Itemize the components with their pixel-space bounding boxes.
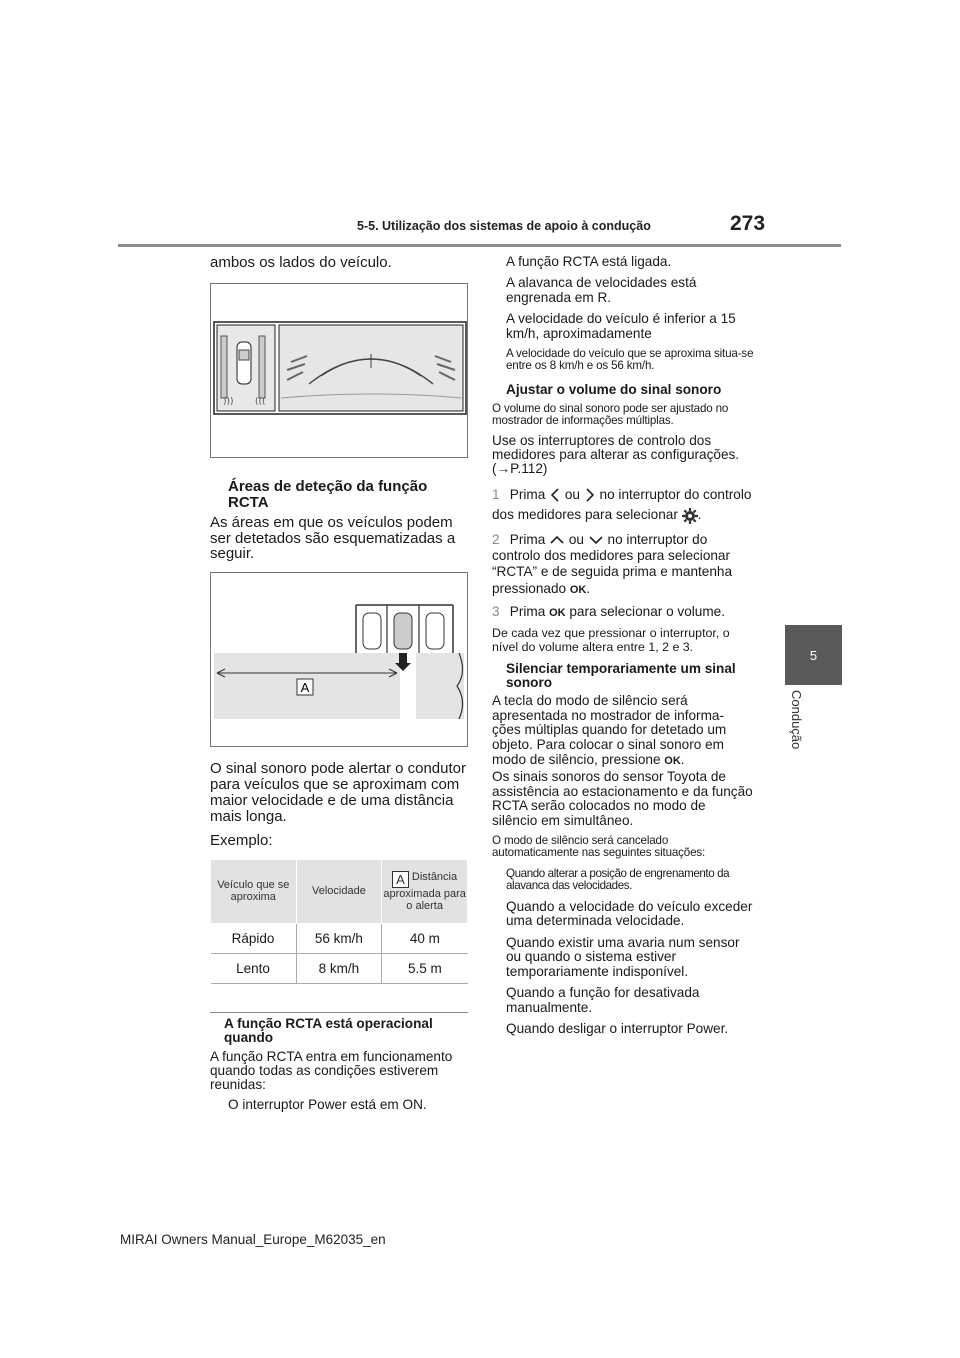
cell: 5.5 m bbox=[382, 953, 468, 983]
col-header-vehicle: Veículo que se aproxima bbox=[211, 859, 297, 923]
section-divider bbox=[210, 1012, 468, 1013]
detection-area-figure bbox=[210, 572, 468, 747]
step-text: Prima bbox=[509, 603, 546, 619]
table-row bbox=[211, 953, 468, 983]
footer-text: MIRAI Owners Manual_Europe_M62035_en bbox=[120, 1232, 386, 1247]
intro-text: ambos os lados do veículo. bbox=[210, 254, 392, 271]
step-text: no interruptor do controlo dos medidores para selecionar “RCTA” e de seguida prima e mantenha pressionado bbox=[492, 531, 733, 596]
cancel-manual: Quando a função for desativada manualmente. bbox=[506, 985, 700, 1015]
chevron-up-icon bbox=[549, 535, 565, 545]
section-title: 5-5. Utilização dos sistemas de apoio à condução bbox=[357, 219, 651, 233]
silence-text: A tecla do modo de silêncio será apresentada no mostrador de informa- ções múltiplas quando for detetado um objeto. Para colocar o sinal sonoro em modo de silêncio, pressione OK. bbox=[492, 692, 727, 768]
condition-power-on: O interruptor Power está em ON. bbox=[228, 1096, 427, 1112]
cancel-power-off: Quando desligar o interruptor Power. bbox=[506, 1020, 729, 1036]
step-2: 2 Prima ou no interruptor do controlo dos medidores para selecionar “RCTA” e de seguida prima e mantenha pressionado OK. bbox=[492, 531, 733, 596]
svg-text:))): ))) bbox=[223, 396, 234, 407]
col-header-distance bbox=[382, 859, 468, 923]
condition-approach-speed: A velocidade do veículo que se aproxima situa-se entre os 8 km/h e os 56 km/h. bbox=[506, 347, 754, 373]
step-number: 3 bbox=[492, 603, 500, 619]
step-text: para selecionar o volume. bbox=[569, 603, 726, 619]
step-text: ou bbox=[568, 531, 584, 547]
step-text: Prima bbox=[509, 486, 546, 502]
col-header-speed: Velocidade bbox=[296, 859, 382, 923]
example-label: Exemplo: bbox=[210, 831, 273, 849]
chapter-tab bbox=[785, 625, 842, 685]
table-header-row bbox=[211, 859, 468, 923]
volume-instructions: Use os interruptores de controlo dos medidores para alterar as configurações. (→P.112) bbox=[492, 432, 740, 477]
silence-text-body: A tecla do modo de silêncio será apresentada no mostrador de informa- ções múltiplas quando for detetado um objeto. Para colocar o sinal sonoro em modo de silêncio, pressione bbox=[492, 692, 727, 768]
silence-cancel-note: O modo de silêncio será cancelado automaticamente nas seguintes situações: bbox=[492, 833, 706, 860]
condition-speed: A velocidade do veículo é inferior a 15 km/h, aproximadamente bbox=[506, 311, 736, 341]
simultaneous-silence-text: Os sinais sonoros do sensor Toyota de assistência ao estacionamento e da função RCTA serão colocados no modo de silêncio em simultâneo. bbox=[492, 769, 753, 828]
cell: Rápido bbox=[211, 923, 297, 953]
volume-level-note: De cada vez que pressionar o interruptor, o nível do volume altera entre 1, 2 e 3. bbox=[492, 626, 730, 654]
svg-text:(((: ((( bbox=[255, 396, 266, 407]
heading-silence: Silenciar temporariamente um sinal sonoro bbox=[506, 660, 736, 691]
step-text: Prima bbox=[509, 531, 546, 547]
detection-areas-text: As áreas em que os veículos podem ser detetados são esquematizadas a seguir. bbox=[210, 513, 456, 563]
step-text: no interruptor do controlo dos medidores para selecionar bbox=[492, 486, 752, 523]
heading-detection-areas: Áreas de deteção da função RCTA bbox=[228, 477, 428, 511]
heading-operational: A função RCTA está operacional quando bbox=[224, 1015, 433, 1046]
chapter-label: Condução bbox=[789, 690, 804, 750]
step-number: 1 bbox=[492, 486, 500, 502]
example-table bbox=[210, 859, 468, 984]
step-number: 2 bbox=[492, 531, 500, 547]
operational-text: A função RCTA entra em funcionamento quando todas as condições estiverem reunidas: bbox=[210, 1048, 453, 1093]
chevron-down-icon bbox=[588, 535, 604, 545]
chevron-left-icon bbox=[549, 488, 561, 502]
cancel-speed: Quando a velocidade do veículo exceder uma determinada velocidade. bbox=[506, 899, 753, 929]
step-text: ou bbox=[564, 486, 580, 502]
rear-view-display-figure bbox=[210, 283, 468, 458]
gear-icon bbox=[682, 508, 698, 524]
ok-button-icon: OK bbox=[549, 606, 566, 619]
cancel-gear-change: Quando alterar a posição de engrenamento da alavanca das velocidades. bbox=[506, 866, 730, 892]
badge-a: A bbox=[392, 871, 409, 888]
chapter-number: 5 bbox=[809, 647, 818, 663]
right-column bbox=[492, 255, 754, 1036]
cancel-malfunction: Quando existir uma avaria num sensor ou quando o sistema estiver temporariamente indisponível. bbox=[506, 934, 740, 979]
cell: 56 km/h bbox=[296, 923, 382, 953]
table-row bbox=[211, 923, 468, 953]
area-label-a: A bbox=[300, 680, 310, 696]
left-column bbox=[210, 255, 470, 1112]
cell: 8 km/h bbox=[296, 953, 382, 983]
step-3 bbox=[492, 605, 754, 620]
ok-button-icon: OK bbox=[664, 755, 681, 768]
step-1: 1 Prima ou no interruptor do controlo dos medidores para selecionar . bbox=[492, 486, 752, 523]
condition-reverse: A alavanca de velocidades está engrenada em R. bbox=[506, 275, 697, 305]
chevron-right-icon bbox=[584, 488, 596, 502]
page-number: 273 bbox=[730, 212, 766, 235]
rear-view-display-illustration bbox=[211, 284, 467, 457]
cell: Lento bbox=[211, 953, 297, 983]
alert-distance-text: O sinal sonoro pode alertar o condutor para veículos que se aproximam com maior velocidade e de uma distância mais longa. bbox=[210, 760, 466, 826]
condition-rcta-on: A função RCTA está ligada. bbox=[506, 254, 672, 269]
volume-note: O volume do sinal sonoro pode ser ajustado no mostrador de informações múltiplas. bbox=[492, 402, 729, 428]
heading-volume: Ajustar o volume do sinal sonoro bbox=[506, 381, 722, 397]
header-divider bbox=[118, 244, 841, 247]
cell: 40 m bbox=[382, 923, 468, 953]
ok-button-icon: OK bbox=[569, 583, 587, 596]
col-header-distance-text: Distância aproximada para o alerta bbox=[383, 870, 466, 912]
detection-area-diagram bbox=[211, 573, 467, 746]
